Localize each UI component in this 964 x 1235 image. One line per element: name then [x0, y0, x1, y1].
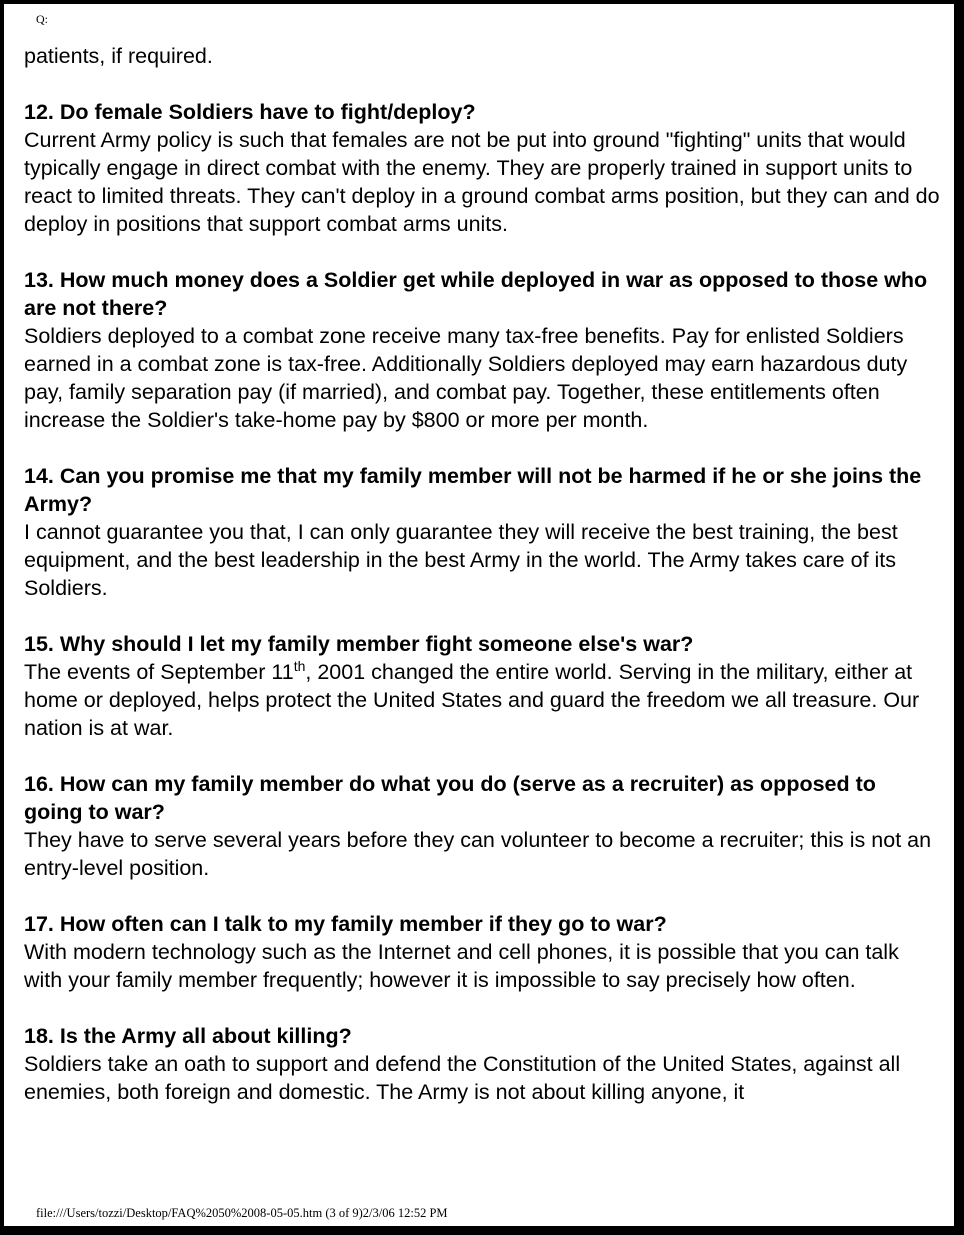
faq-question: 18. Is the Army all about killing?	[24, 1024, 352, 1048]
header-q-label: Q:	[36, 12, 48, 26]
ordinal-suffix: th	[293, 657, 306, 674]
faq-question: 13. How much money does a Soldier get while deployed in war as opposed to those who are not there?	[24, 268, 928, 320]
faq-answer: With modern technology such as the Internet and cell phones, it is possible that you can talk with your family member frequently; however it is impossible to say precisely how often.	[24, 940, 899, 992]
faq-question: 16. How can my family member do what you do (serve as a recruiter) as opposed to going to war?	[24, 772, 876, 824]
answer-text-post: , 2001 changed the entire world. Serving in the military, either at home or deployed, helps protect the United States and guard the freedom we all treasure. Our nation is at war.	[24, 660, 920, 740]
faq-item-13	[24, 266, 940, 434]
faq-item-16	[24, 770, 940, 882]
intro-fragment: patients, if required.	[24, 44, 213, 68]
faq-item-17	[24, 910, 940, 994]
faq-question: 15. Why should I let my family member fight someone else's war?	[24, 632, 694, 656]
footer-file-path: file:///Users/tozzi/Desktop/FAQ%2050%2008-05-05.htm (3 of 9)2/3/06 12:52 PM	[36, 1206, 448, 1220]
document-page	[4, 4, 954, 1226]
faq-answer: Current Army policy is such that females are not be put into ground "fighting" units that would typically engage in direct combat with the enemy. They are properly trained in support units to react to limited threats. They can't deploy in a ground combat arms position, but they can and do deploy in positions that support combat arms units.	[24, 128, 940, 236]
faq-item-12	[24, 98, 940, 238]
faq-answer: Soldiers deployed to a combat zone receive many tax-free benefits. Pay for enlisted Soldiers earned in a combat zone is tax-free. Additionally Soldiers deployed may earn hazardous duty pay, family separation pay (if married), and combat pay. Together, these entitlements often increase the Soldier's take-home pay by $800 or more per month.	[24, 324, 908, 432]
faq-question: 17. How often can I talk to my family member if they go to war?	[24, 912, 667, 936]
faq-answer	[24, 658, 940, 742]
answer-text-pre: The events of September 11	[24, 660, 294, 684]
faq-item-18	[24, 1022, 940, 1106]
faq-answer: They have to serve several years before they can volunteer to become a recruiter; this is not an entry-level position.	[24, 828, 932, 880]
faq-item-15	[24, 630, 940, 742]
faq-question: 14. Can you promise me that my family member will not be harmed if he or she joins the Army?	[24, 464, 922, 516]
faq-item-14	[24, 462, 940, 602]
faq-content	[24, 42, 940, 1106]
faq-question: 12. Do female Soldiers have to fight/deploy?	[24, 100, 476, 124]
faq-answer: I cannot guarantee you that, I can only guarantee they will receive the best training, the best equipment, and the best leadership in the best Army in the world. The Army takes care of its Soldiers.	[24, 520, 898, 600]
faq-answer: Soldiers take an oath to support and defend the Constitution of the United States, against all enemies, both foreign and domestic. The Army is not about killing anyone, it	[24, 1052, 901, 1104]
